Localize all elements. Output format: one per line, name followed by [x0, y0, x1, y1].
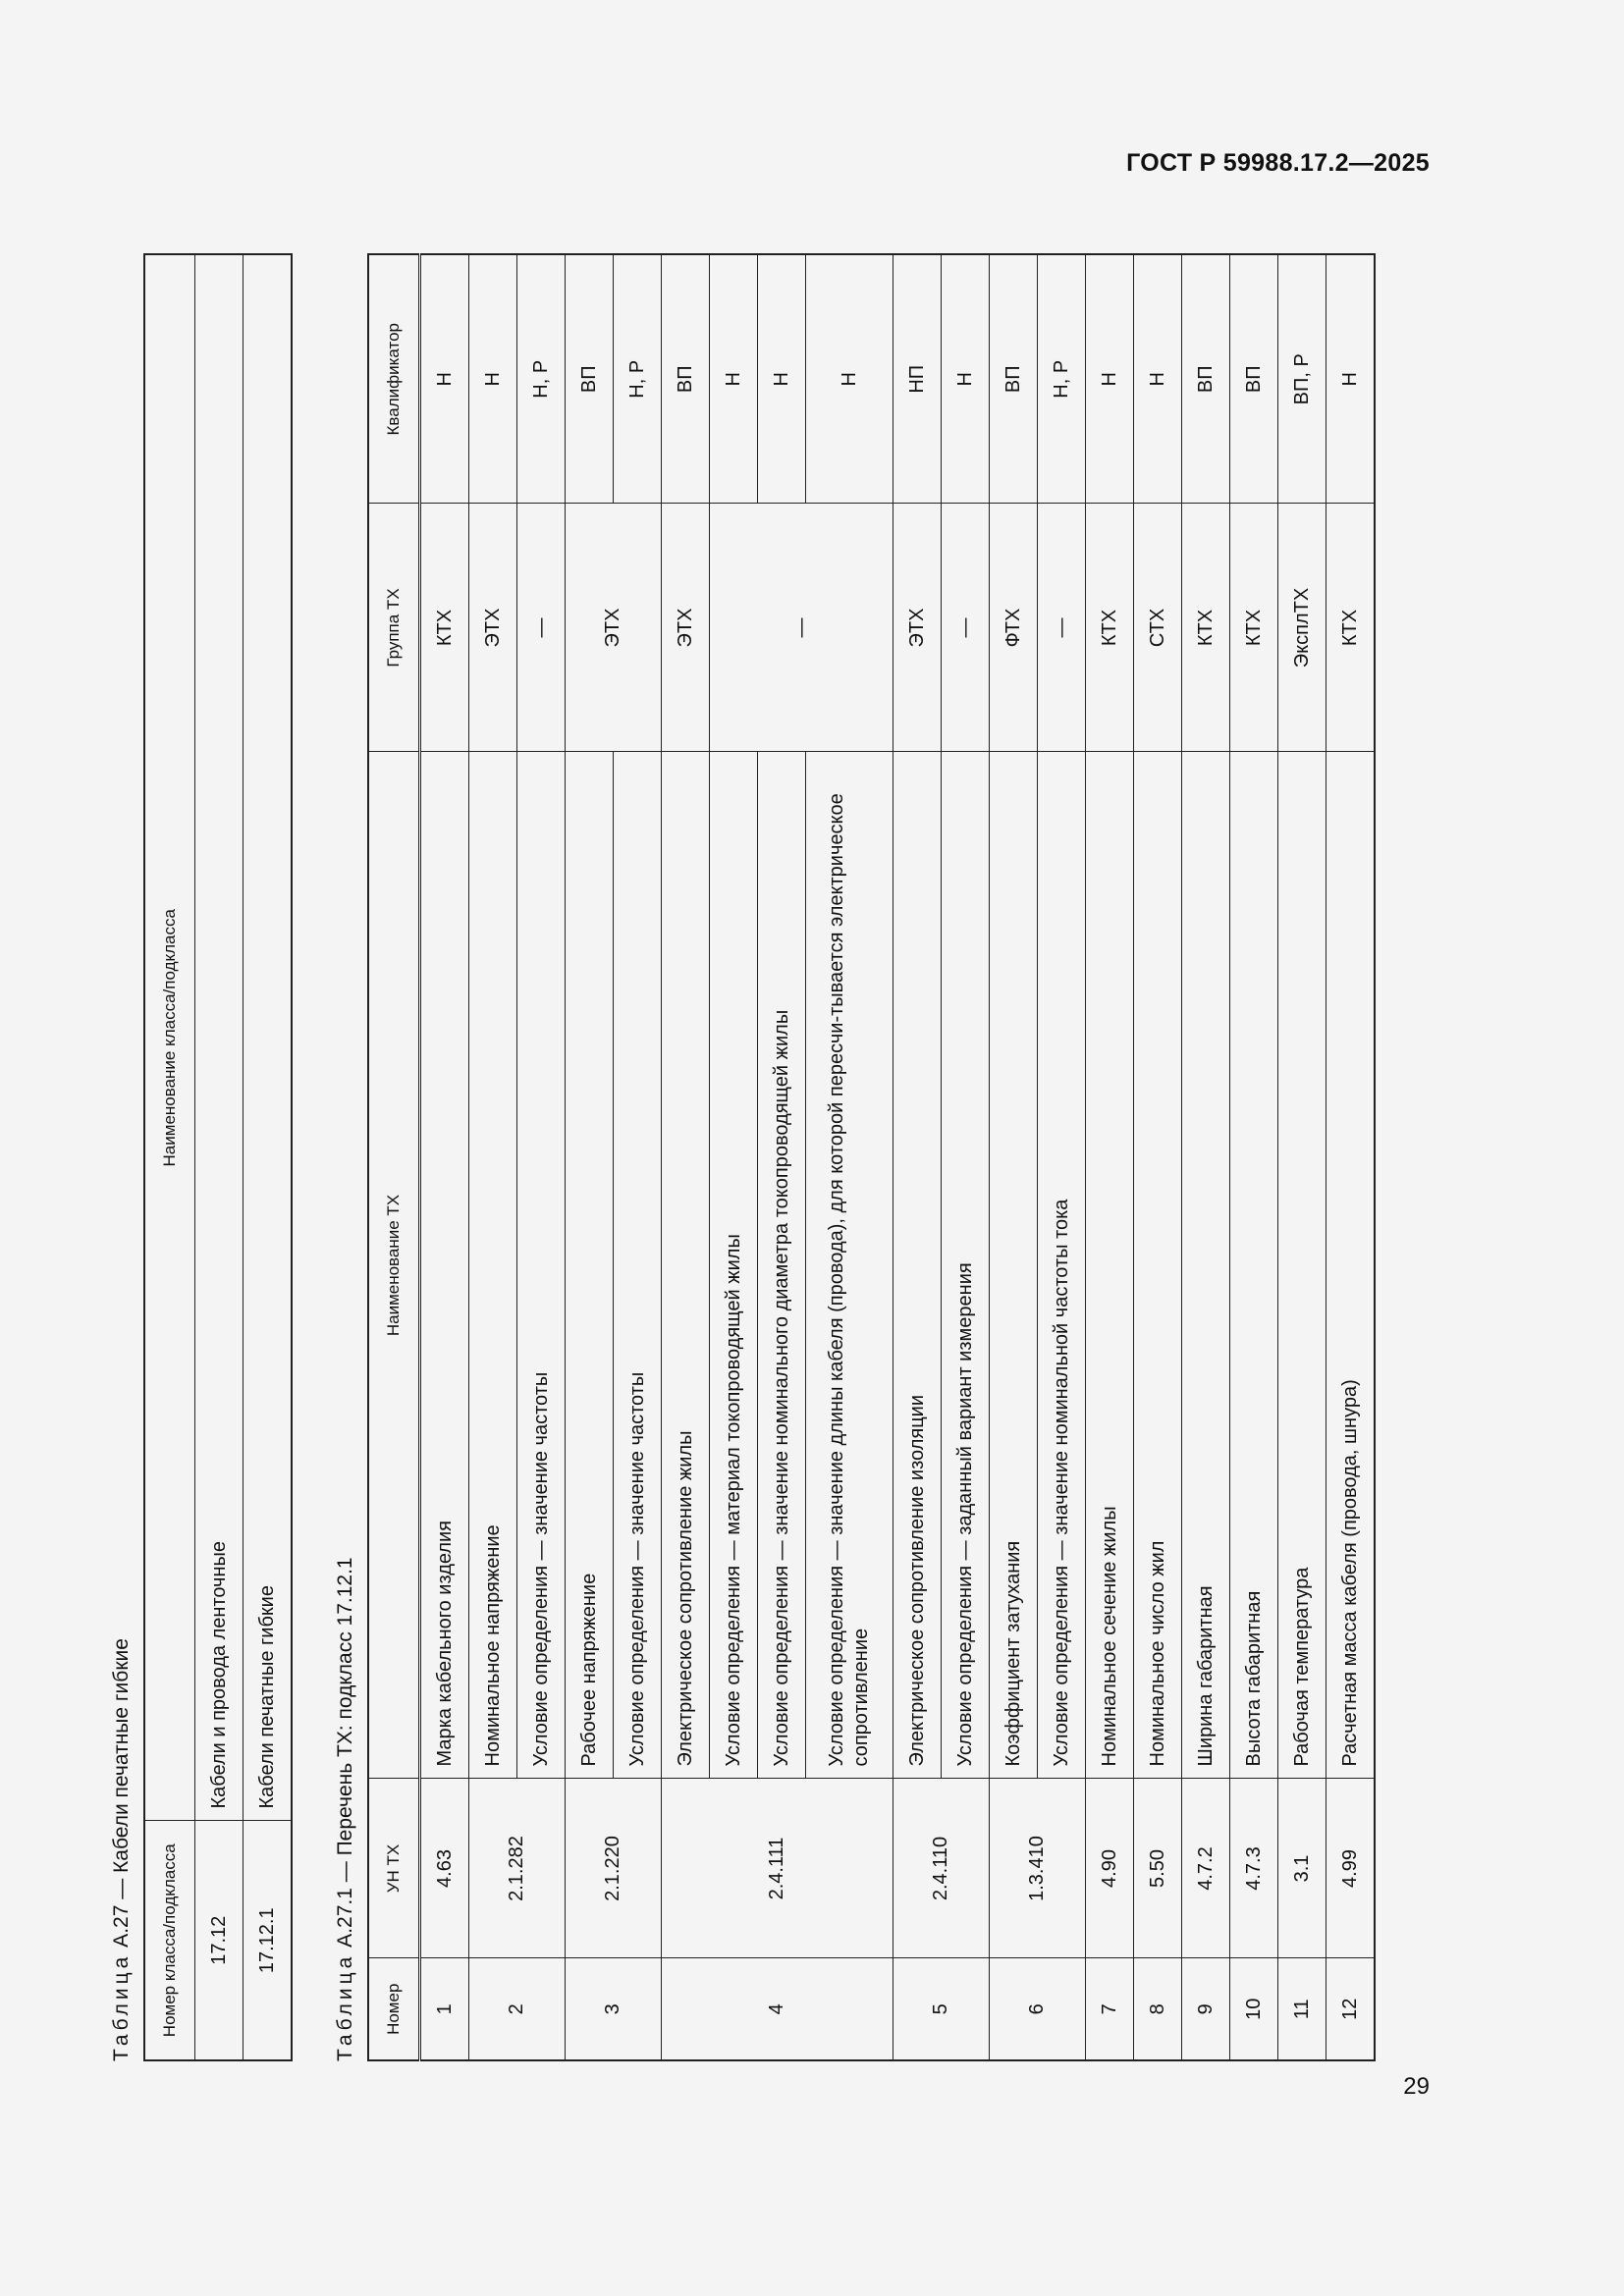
cell-group: ФТХ	[990, 504, 1038, 752]
cell-name: Электрическое сопротивление изоляции	[893, 752, 942, 1779]
cell-qual: ВП	[1182, 254, 1230, 504]
cell-name: Условие определения — значение частоты	[614, 752, 662, 1779]
table-row	[469, 254, 517, 2060]
cell-name: Рабочее напряжение	[566, 752, 614, 1779]
cell-qual: ВП, Р	[1278, 254, 1326, 504]
cell-qual: ВП	[1230, 254, 1278, 504]
cell-un: 4.63	[420, 1779, 469, 1958]
cell-name: Рабочая температура	[1278, 752, 1326, 1779]
cell-qual: Н	[1134, 254, 1182, 504]
table2-header-row	[368, 254, 420, 2060]
cell-un: 4.99	[1326, 1779, 1376, 1958]
cell-un: 2.4.111	[662, 1779, 893, 1958]
cell-num: 7	[1086, 1958, 1134, 2060]
standard-header: ГОСТ Р 59988.17.2—2025	[1126, 149, 1430, 177]
cell-group: ЭТХ	[893, 504, 942, 752]
table1-caption-prefix: Таблица	[110, 1952, 133, 2061]
cell-un: 4.7.3	[1230, 1779, 1278, 1958]
cell-un: 4.90	[1086, 1779, 1134, 1958]
table-row	[1230, 254, 1278, 2060]
table-row	[1086, 254, 1134, 2060]
cell-qual: Н	[1326, 254, 1376, 504]
cell-group: —	[710, 504, 893, 752]
table1-caption	[110, 236, 134, 2061]
table-row	[893, 254, 942, 2060]
table2-header-un: УН ТХ	[368, 1779, 420, 1958]
table2-caption-prefix: Таблица	[334, 1952, 356, 2061]
cell-group: КТХ	[1230, 504, 1278, 752]
table-row	[1326, 254, 1376, 2060]
cell-un: 3.1	[1278, 1779, 1326, 1958]
cell-un: 2.4.110	[893, 1779, 990, 1958]
cell-qual: Н	[806, 254, 893, 504]
cell-num: 2	[469, 1958, 566, 2060]
cell-name: Условие определения — значение частоты	[517, 752, 566, 1779]
cell-num: 8	[1134, 1958, 1182, 2060]
cell-num: 12	[1326, 1958, 1376, 2060]
cell-un: 4.7.2	[1182, 1779, 1230, 1958]
cell-qual: Н	[758, 254, 806, 504]
cell-qual: Н, Р	[1038, 254, 1086, 504]
table-characteristics	[367, 253, 1376, 2061]
table-row	[990, 254, 1038, 2060]
cell-qual: Н	[710, 254, 758, 504]
cell-name: Марка кабельного изделия	[420, 752, 469, 1779]
rotated-content	[110, 236, 1361, 2061]
cell-qual: Н	[420, 254, 469, 504]
cell-qual: Н, Р	[517, 254, 566, 504]
cell-num: 10	[1230, 1958, 1278, 2060]
cell-group: СТХ	[1134, 504, 1182, 752]
table1-header-name: Наименование класса/подкласса	[144, 254, 195, 1821]
cell-group: ЭксплТХ	[1278, 504, 1326, 752]
table-row	[1278, 254, 1326, 2060]
cell-group: ЭТХ	[566, 504, 662, 752]
table-row	[195, 254, 244, 2060]
table1-header-num: Номер класса/подкласса	[144, 1821, 195, 2060]
cell-un: 2.1.282	[469, 1779, 566, 1958]
table1-cell-name: Кабели печатные гибкие	[244, 254, 293, 1821]
cell-qual: Н	[469, 254, 517, 504]
cell-name: Номинальное число жил	[1134, 752, 1182, 1779]
cell-name: Номинальное сечение жилы	[1086, 752, 1134, 1779]
cell-group: —	[517, 504, 566, 752]
cell-name: Условие определения — заданный вариант измерения	[942, 752, 990, 1779]
table-row	[566, 254, 614, 2060]
cell-group: —	[942, 504, 990, 752]
page-number: 29	[1403, 2073, 1430, 2100]
cell-name: Условие определения — значение номинального диаметра токопроводящей жилы	[758, 752, 806, 1779]
cell-qual: ВП	[566, 254, 614, 504]
table-row	[1134, 254, 1182, 2060]
cell-qual: Н, Р	[614, 254, 662, 504]
cell-group: —	[1038, 504, 1086, 752]
cell-name: Условие определения — значение номинальной частоты тока	[1038, 752, 1086, 1779]
table-row	[1182, 254, 1230, 2060]
cell-num: 3	[566, 1958, 662, 2060]
cell-qual: НП	[893, 254, 942, 504]
table-row	[662, 254, 710, 2060]
cell-qual: ВП	[990, 254, 1038, 504]
cell-group: ЭТХ	[469, 504, 517, 752]
cell-un: 2.1.220	[566, 1779, 662, 1958]
cell-name: Расчетная масса кабеля (провода, шнура)	[1326, 752, 1376, 1779]
cell-group: КТХ	[1086, 504, 1134, 752]
table2-header-name: Наименование ТХ	[368, 752, 420, 1779]
table2-header-qual: Квалификатор	[368, 254, 420, 504]
cell-group: КТХ	[1326, 504, 1376, 752]
cell-name: Ширина габаритная	[1182, 752, 1230, 1779]
table2-caption-text: А.27.1 — Перечень ТХ: подкласс 17.12.1	[334, 1557, 356, 1948]
cell-name: Электрическое сопротивление жилы	[662, 752, 710, 1779]
table2-caption	[334, 236, 357, 2061]
table1-cell-name: Кабели и провода ленточные	[195, 254, 244, 1821]
cell-name: Номинальное напряжение	[469, 752, 517, 1779]
cell-qual: Н	[942, 254, 990, 504]
cell-name: Условие определения — материал токопроводящей жилы	[710, 752, 758, 1779]
cell-un: 1.3.410	[990, 1779, 1086, 1958]
cell-num: 1	[420, 1958, 469, 2060]
table2-header-group: Группа ТХ	[368, 504, 420, 752]
cell-num: 9	[1182, 1958, 1230, 2060]
cell-name: Коэффициент затухания	[990, 752, 1038, 1779]
cell-qual: Н	[1086, 254, 1134, 504]
cell-un: 5.50	[1134, 1779, 1182, 1958]
table2-header-num: Номер	[368, 1958, 420, 2060]
table-row	[420, 254, 469, 2060]
table1-cell-num: 17.12.1	[244, 1821, 293, 2060]
cell-name: Высота габаритная	[1230, 752, 1278, 1779]
cell-name: Условие определения — значение длины кабеля (провода), для которой пересчи-тывается электрическое сопротивление	[806, 752, 893, 1779]
cell-num: 4	[662, 1958, 893, 2060]
table1-caption-text: А.27 — Кабели печатные гибкие	[110, 1638, 133, 1948]
cell-group: КТХ	[420, 504, 469, 752]
cell-qual: ВП	[662, 254, 710, 504]
cell-group: ЭТХ	[662, 504, 710, 752]
table-classes	[143, 253, 293, 2061]
table1-header-row	[144, 254, 195, 2060]
cell-num: 5	[893, 1958, 990, 2060]
cell-num: 6	[990, 1958, 1086, 2060]
cell-num: 11	[1278, 1958, 1326, 2060]
table1-cell-num: 17.12	[195, 1821, 244, 2060]
table-row	[244, 254, 293, 2060]
cell-group: КТХ	[1182, 504, 1230, 752]
